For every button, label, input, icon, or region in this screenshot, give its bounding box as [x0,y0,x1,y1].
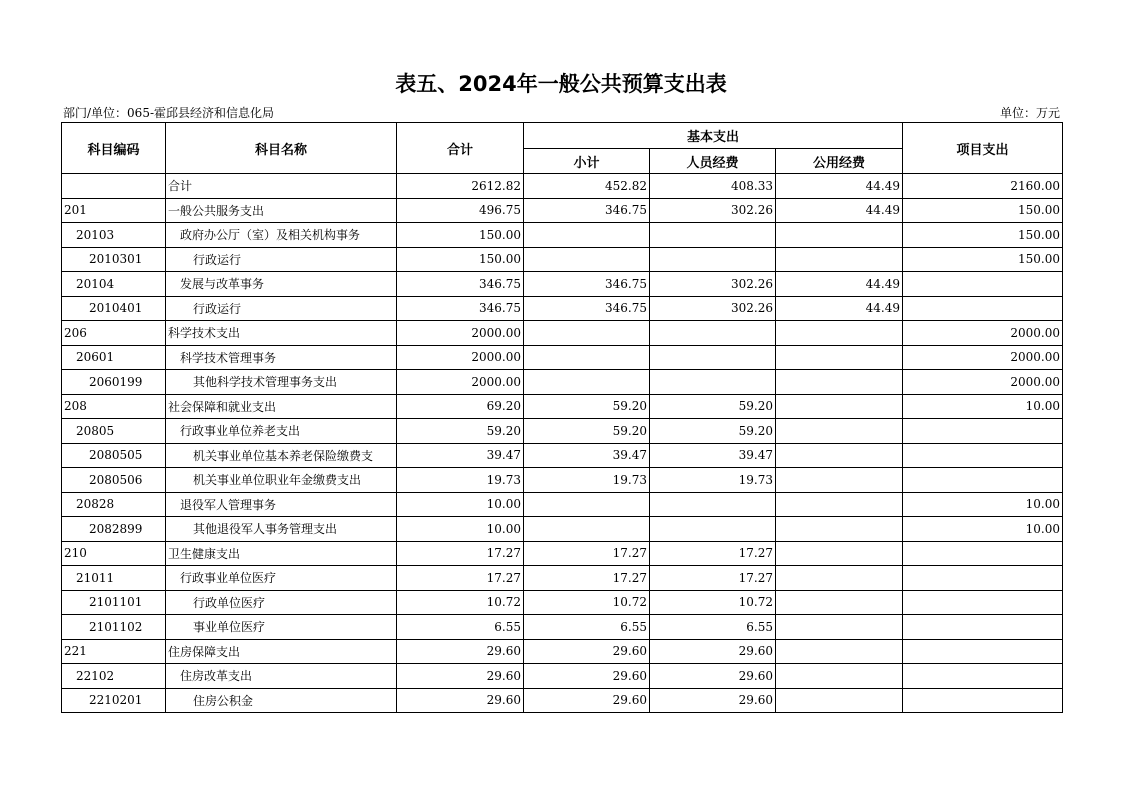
table-row [62,443,1063,468]
cell-subtotal: 17.27 [524,541,650,566]
cell-project: 150.00 [903,247,1063,272]
cell-code: 2082899 [62,517,166,542]
table-row [62,223,1063,248]
cell-name: 政府办公厅（室）及相关机构事务 [166,223,397,248]
table-header [62,123,1063,174]
table-row [62,321,1063,346]
cell-code: 2010301 [62,247,166,272]
cell-personnel: 17.27 [650,541,776,566]
cell-project [903,566,1063,591]
cell-total: 10.00 [397,492,524,517]
cell-code: 2080505 [62,443,166,468]
header-basic: 基本支出 [524,123,903,149]
header-name: 科目名称 [166,123,397,174]
cell-name: 住房保障支出 [166,639,397,664]
cell-name: 发展与改革事务 [166,272,397,297]
cell-personnel: 302.26 [650,272,776,297]
cell-project [903,664,1063,689]
cell-public [776,419,903,444]
cell-subtotal: 17.27 [524,566,650,591]
cell-name: 住房公积金 [166,688,397,713]
cell-personnel [650,223,776,248]
cell-public [776,394,903,419]
cell-project: 150.00 [903,223,1063,248]
table-row [62,345,1063,370]
cell-subtotal [524,517,650,542]
table-row [62,419,1063,444]
table-row [62,541,1063,566]
cell-total: 29.60 [397,664,524,689]
cell-code: 206 [62,321,166,346]
cell-name: 社会保障和就业支出 [166,394,397,419]
cell-total: 2612.82 [397,174,524,199]
table-row [62,517,1063,542]
cell-name: 行政事业单位医疗 [166,566,397,591]
cell-subtotal: 346.75 [524,296,650,321]
cell-personnel: 59.20 [650,419,776,444]
cell-project: 2000.00 [903,321,1063,346]
table-row [62,296,1063,321]
table-row [62,639,1063,664]
cell-subtotal: 29.60 [524,688,650,713]
cell-name: 其他退役军人事务管理支出 [166,517,397,542]
header-personnel: 人员经费 [650,149,776,174]
cell-public [776,664,903,689]
cell-subtotal: 59.20 [524,419,650,444]
cell-public: 44.49 [776,272,903,297]
cell-name: 卫生健康支出 [166,541,397,566]
cell-public [776,443,903,468]
cell-name: 退役军人管理事务 [166,492,397,517]
cell-total: 6.55 [397,615,524,640]
cell-name: 行政单位医疗 [166,590,397,615]
cell-project [903,443,1063,468]
cell-personnel: 10.72 [650,590,776,615]
cell-project [903,419,1063,444]
cell-code: 208 [62,394,166,419]
cell-public [776,688,903,713]
cell-project [903,615,1063,640]
table-body [62,174,1063,713]
cell-total: 39.47 [397,443,524,468]
cell-total: 10.72 [397,590,524,615]
cell-public [776,321,903,346]
cell-subtotal [524,223,650,248]
cell-name: 科学技术支出 [166,321,397,346]
cell-name: 行政运行 [166,247,397,272]
cell-personnel: 29.60 [650,664,776,689]
header-code: 科目编码 [62,123,166,174]
cell-total: 346.75 [397,296,524,321]
cell-public: 44.49 [776,174,903,199]
page-title: 表五、2024年一般公共预算支出表 [395,72,727,96]
cell-subtotal: 10.72 [524,590,650,615]
cell-total: 59.20 [397,419,524,444]
cell-personnel: 6.55 [650,615,776,640]
cell-code: 201 [62,198,166,223]
table-row [62,492,1063,517]
cell-name: 住房改革支出 [166,664,397,689]
cell-code: 2210201 [62,688,166,713]
cell-public [776,468,903,493]
cell-total: 17.27 [397,541,524,566]
cell-personnel: 17.27 [650,566,776,591]
cell-name: 行政事业单位养老支出 [166,419,397,444]
cell-total: 150.00 [397,247,524,272]
cell-personnel [650,517,776,542]
cell-public: 44.49 [776,198,903,223]
cell-project: 10.00 [903,517,1063,542]
cell-total: 346.75 [397,272,524,297]
header-total: 合计 [397,123,524,174]
cell-code: 22102 [62,664,166,689]
table-row [62,468,1063,493]
unit-label: 单位：万元 [999,106,1060,120]
cell-subtotal: 29.60 [524,639,650,664]
table-row [62,664,1063,689]
cell-public [776,345,903,370]
cell-subtotal [524,492,650,517]
cell-public [776,541,903,566]
cell-public [776,492,903,517]
cell-total: 29.60 [397,639,524,664]
department-label: 部门/单位：065-霍邱县经济和信息化局 [63,106,275,120]
cell-personnel: 59.20 [650,394,776,419]
cell-total: 69.20 [397,394,524,419]
cell-total: 19.73 [397,468,524,493]
cell-project: 10.00 [903,394,1063,419]
cell-total: 10.00 [397,517,524,542]
cell-subtotal: 6.55 [524,615,650,640]
table-row [62,688,1063,713]
cell-project: 10.00 [903,492,1063,517]
cell-project [903,590,1063,615]
header-subtotal: 小计 [524,149,650,174]
cell-personnel [650,492,776,517]
cell-code: 2080506 [62,468,166,493]
cell-subtotal: 346.75 [524,198,650,223]
cell-public: 44.49 [776,296,903,321]
cell-subtotal [524,370,650,395]
cell-code: 20103 [62,223,166,248]
cell-code: 2010401 [62,296,166,321]
cell-project [903,541,1063,566]
cell-public [776,517,903,542]
cell-project [903,272,1063,297]
cell-personnel [650,247,776,272]
cell-subtotal: 29.60 [524,664,650,689]
table-row [62,247,1063,272]
cell-code: 20805 [62,419,166,444]
cell-code: 20828 [62,492,166,517]
cell-name: 科学技术管理事务 [166,345,397,370]
cell-project: 150.00 [903,198,1063,223]
cell-personnel [650,345,776,370]
cell-total: 2000.00 [397,321,524,346]
cell-code: 2101102 [62,615,166,640]
cell-code: 221 [62,639,166,664]
cell-public [776,639,903,664]
cell-project: 2000.00 [903,370,1063,395]
cell-code: 210 [62,541,166,566]
cell-code: 2101101 [62,590,166,615]
cell-personnel: 19.73 [650,468,776,493]
cell-personnel [650,321,776,346]
cell-subtotal [524,321,650,346]
cell-public [776,590,903,615]
cell-code: 20104 [62,272,166,297]
cell-subtotal: 346.75 [524,272,650,297]
cell-personnel [650,370,776,395]
header-project: 项目支出 [903,123,1063,174]
cell-name: 机关事业单位基本养老保险缴费支 [166,443,397,468]
budget-table [61,122,1063,713]
table-row [62,394,1063,419]
cell-project [903,296,1063,321]
cell-name: 机关事业单位职业年金缴费支出 [166,468,397,493]
cell-code: 2060199 [62,370,166,395]
cell-project [903,639,1063,664]
cell-subtotal [524,247,650,272]
cell-name: 合计 [166,174,397,199]
cell-personnel: 39.47 [650,443,776,468]
cell-public [776,370,903,395]
cell-public [776,223,903,248]
cell-personnel: 302.26 [650,296,776,321]
cell-public [776,615,903,640]
table-row [62,370,1063,395]
cell-code: 21011 [62,566,166,591]
table-row [62,174,1063,199]
cell-personnel: 408.33 [650,174,776,199]
cell-total: 496.75 [397,198,524,223]
cell-total: 17.27 [397,566,524,591]
cell-public [776,247,903,272]
table-row [62,566,1063,591]
cell-project [903,688,1063,713]
cell-name: 事业单位医疗 [166,615,397,640]
cell-total: 2000.00 [397,345,524,370]
cell-name: 行政运行 [166,296,397,321]
cell-project: 2000.00 [903,345,1063,370]
header-public: 公用经费 [776,149,903,174]
cell-public [776,566,903,591]
cell-subtotal: 39.47 [524,443,650,468]
cell-subtotal: 452.82 [524,174,650,199]
cell-project: 2160.00 [903,174,1063,199]
cell-total: 2000.00 [397,370,524,395]
cell-code: 20601 [62,345,166,370]
table-row [62,590,1063,615]
cell-project [903,468,1063,493]
cell-total: 150.00 [397,223,524,248]
cell-subtotal: 19.73 [524,468,650,493]
table-row [62,272,1063,297]
cell-personnel: 29.60 [650,688,776,713]
cell-name: 其他科学技术管理事务支出 [166,370,397,395]
cell-subtotal: 59.20 [524,394,650,419]
cell-code [62,174,166,199]
cell-name: 一般公共服务支出 [166,198,397,223]
table-row [62,198,1063,223]
cell-personnel: 302.26 [650,198,776,223]
cell-subtotal [524,345,650,370]
cell-personnel: 29.60 [650,639,776,664]
table-row [62,615,1063,640]
cell-total: 29.60 [397,688,524,713]
